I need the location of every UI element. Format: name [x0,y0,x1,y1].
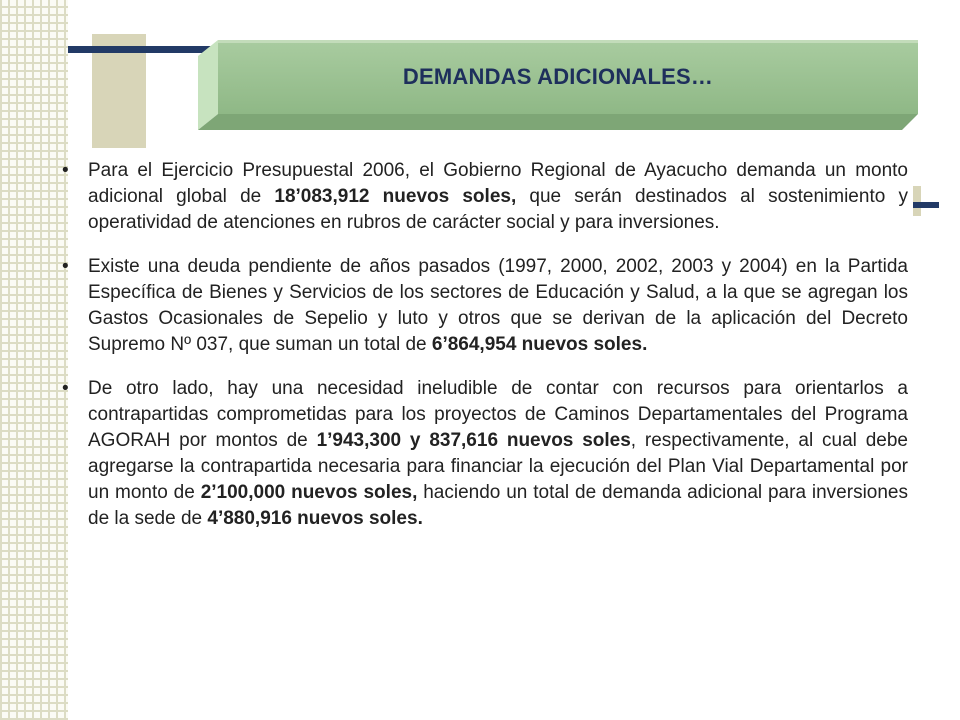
bullet-text [88,256,908,355]
bullet-list [62,158,908,550]
bullet-text-segment: que serán destinados al sostenimiento y operatividad de atenciones en rubros de carácter social y para inversiones. [88,186,908,233]
bullet-text-segment: Existe una deuda pendiente de años pasados (1997, 2000, 2002, 2003 y 2004) en la Partida Específica de Bienes y Servicios de los sectores de Educación y Salud, a la que se agregan los Gastos Ocasionales de Sepelio y luto y otros que se derivan de la aplicación del Decreto Supremo Nº 037, que suman un total de [88,256,908,355]
title-banner [198,40,918,130]
page-title: DEMANDAS ADICIONALES… [402,64,714,89]
bullet-text-segment: , respectivamente, al cual debe agregarse la contrapartida necesaria para financiar la ejecución del Plan Vial Departamental por un monto de [88,430,908,503]
bullet-symbol: • [62,160,69,181]
decorative-right-navy-line [913,202,939,208]
bullet-amount: 1’943,300 y 837,616 nuevos soles [316,430,631,451]
bullet-text-segment: De otro lado, hay una necesidad ineludible de contar con recursos para orientarlos a contrapartidas comprometidas para los proyectos de Caminos Departamentales del Programa AGORAH por montos de [88,378,908,451]
left-checkered-strip [0,0,68,720]
bullet-item [62,376,908,532]
bullet-symbol: • [62,256,69,277]
bullet-text-segment: haciendo un total de demanda adicional para inversiones de la sede de [88,482,908,529]
decorative-navy-line [68,46,218,53]
bullet-symbol: • [62,378,69,399]
decorative-right-tan-bar [913,186,921,216]
bullet-amount: 18’083,912 nuevos soles, [274,186,517,207]
bullet-text-segment: Para el Ejercicio Presupuestal 2006, el Gobierno Regional de Ayacucho demanda un monto adicional global de [88,160,908,207]
bullet-item [62,158,908,236]
bullet-text [88,378,908,529]
bullet-amount: 6’864,954 nuevos soles. [431,334,648,355]
bullet-amount: 2’100,000 nuevos soles, [200,482,418,503]
bullet-text [88,160,908,233]
bullet-item [62,254,908,358]
bullet-amount: 4’880,916 nuevos soles. [207,508,423,529]
